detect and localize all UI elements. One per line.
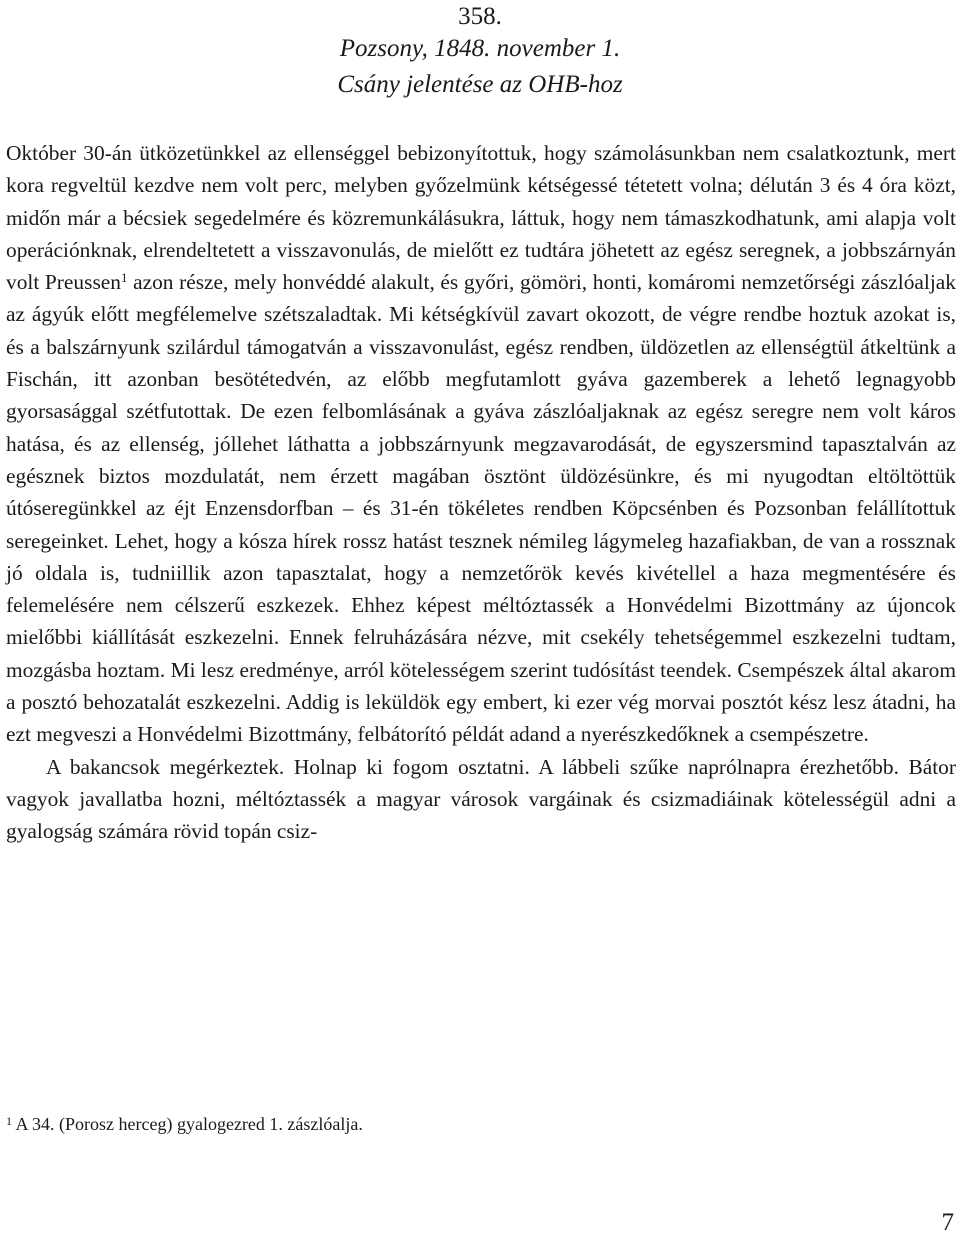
footnote-mark: 1 (6, 1114, 12, 1128)
body-paragraph-1 (6, 137, 956, 751)
document-number: 358. (458, 3, 502, 30)
page-number: 7 (941, 1209, 954, 1236)
paragraph-1-text-b: azon része, mely honvéddé alakult, és győri, gömöri, honti, komáromi nemzetőrségi zászlóaljak az ágyúk előtt megfélemelve szétszaladtak. Mi kétségkívül zavart okozott, de végre rendbe hoztuk azokat is, és a balszárnyunk szilárdul támogatván a visszavonulást, egész rendben, üldözetlen az ellenségtül átkeltünk a Fischán, itt azonban besötétedvén, az előbb megfutamlott gyáva gazemberek a lehető legnagyobb gyorsasággal szétfutottak. De ezen felbomlásának a gyáva zászlóaljaknak az egész seregre nem volt káros hatása, és az ellenség, jóllehet láthatta a jobbszárnyunk megzavarodását, de egyszersmind tapasztalván az egésznek biztos mozdulatát, nem érzett magában ösztönt üldözésünkre, és mi nyugodtan eltöltöttük útóseregünkkel az éjt Enzensdorfban – és 31-én tökéletes rendben Köpcsénben és Pozsonban felállítottuk seregeinket. Lehet, hogy a kósza hírek rossz hatást tesznek némileg lágymeleg hazafiakban, de van a rossznak jó oldala is, tudniillik azon tapasztalat, hogy a nemzetőrök kevés kivétellel a haza megmentésére és felemelésére nem célszerű eszkezek. Ehhez képest méltóztassék a Honvédelmi Bizottmány az újoncok mielőbbi kiállítását eszkezelni. Ennek felruházására nézve, mit csekély tehetségemmel eszkezelni tudtam, mozgásba hoztam. Mi lesz eredménye, arról kötelességem szerint tudósítást teendek. Csempészek által akarom a posztó behozatalát eszkezelni. Addig is leküldök egy embert, ki ezer vég morvai posztót kész lesz átadni, ha ezt megveszi a Honvédelmi Bizottmány, felbátorító példát adand a nyerészkedőknek a csempészetre. (6, 270, 956, 747)
paragraph-1-text-a: Október 30-án ütközetünkkel az ellenséggel bebizonyítottuk, hogy számolásunkban nem csalatkoztunk, mert kora regveltül kezdve nem volt perc, melyben győzelmünk kétségessé tétetett volna; délután 3 és 4 óra közt, midőn már a bécsiek segedelmére és közremunkálásukra, láttuk, hogy nem támaszkodhatunk, ami alapja volt operációnknak, elrendeltetett a visszavonulás, de mielőtt ez tudtára jöhetett az egész seregnek, a jobbszárnyán volt Preussen (6, 141, 956, 295)
footnote-text: A 34. (Porosz herceg) gyalogezred 1. zászlóalja. (12, 1114, 363, 1134)
footnote-reference: 1 (120, 270, 128, 286)
footnote (6, 1108, 956, 1137)
body-paragraph-2: A bakancsok megérkeztek. Holnap ki fogom osztatni. A lábbeli szűke naprólnapra érezhetőbb. Bátor vagyok javallatba hozni, méltóztassék a magyar városok vargáinak és csizmadiáinak kötelességül adni a gyalogság számára rövid topán csiz- (6, 754, 956, 844)
document-title: Csány jelentése az OHB-hoz (337, 71, 623, 98)
document-place-date: Pozsony, 1848. november 1. (339, 35, 621, 62)
document-body (6, 137, 956, 848)
